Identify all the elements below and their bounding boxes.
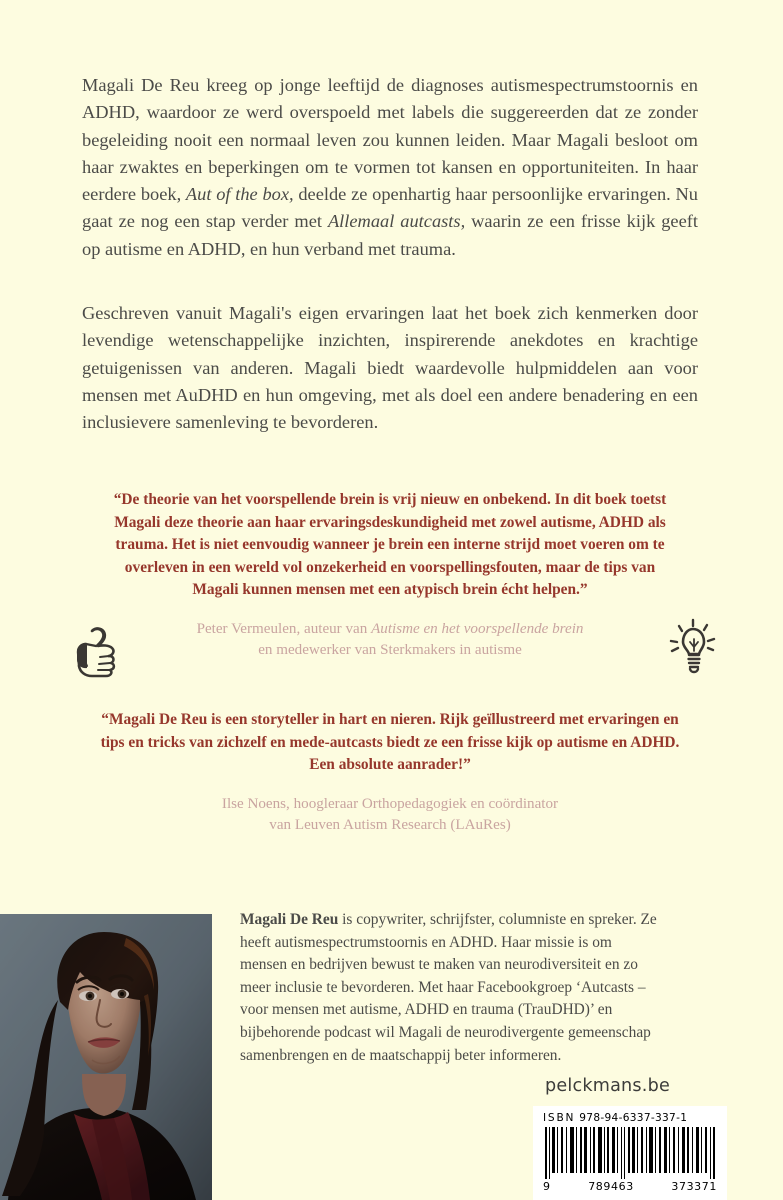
author-bio [240,909,660,1067]
thumbs-up-icon [72,622,124,684]
barcode-digit-group-1: 789463 [588,1180,634,1193]
testimonial-attribution [82,619,698,662]
blurb-p1-segment-3: waarin ze een frisse kijk geeft op autisme en ADHD, en hun verband met trauma. [82,211,698,259]
barcode-digit-group-2: 373371 [671,1180,717,1193]
barcode-digit-check: 9 [543,1180,551,1193]
barcode-digits [543,1180,717,1193]
barcode-bars [543,1127,717,1179]
attribution-role-1: en medewerker van Sterkmakers in autisme [258,642,522,659]
attribution-name-2: Ilse Noens, hoogleraar Orthopedagogiek en coördinator [221,795,559,812]
testimonial-quote-text-2: “Magali De Reu is een storyteller in hart en nieren. Rijk geïllustreerd met ervaringen en tips en tricks van zichzelf en mede-autcasts biedt ze een frisse kijk op autisme en ADHD. Een absolute aanrader!” [100,711,680,774]
isbn-line [543,1112,717,1124]
blurb-paragraph-2: Geschreven vanuit Magali's eigen ervaringen laat het boek zich kenmerken door levendige wetenschappelijke inzichten, inspirerende anekdotes en krachtige getuigenissen van anderen. Magali biedt waardevolle hulpmiddelen aan voor mensen met AuDHD en hun omgeving, met als doel een andere benadering en een inclusievere samenleving te bevorderen. [82,303,698,433]
author-bio-text: is copywriter, schrijfster, columniste en spreker. Ze heeft autismespectrumstoornis en ADHD. Haar missie is om mensen en bedrijven bewust te maken van neurodiversiteit en zo meer inclusie te bevorderen. Met haar Facebookgroep ‘Autcasts – voor mensen met autisme, ADHD en trauma (TrauDHD)’ en bijbehorende podcast wil Magali de neurodivergente gemeenschap samenbrengen en de maatschappij beter informeren. [240,911,657,1064]
book-title-aut-of-the-box: Aut of the box, [185,184,294,205]
blurb-p1-segment-1: Magali De Reu kreeg op jonge leeftijd de diagnoses autismespectrumstoornis en ADHD, waardoor ze werd overspoeld met labels die suggereerden dat ze zonder begeleiding nooit een normaal leven zou kunnen leiden. Maar Magali besloot om haar zwaktes en beperkingen om te vormen tot kansen en opportuniteiten. In haar eerdere boek, [82,75,698,205]
book-title-allemaal-autcasts: Allemaal autcasts, [327,211,466,232]
author-bio-name: Magali De Reu [240,911,339,928]
lightbulb-icon [665,617,717,679]
isbn-barcode [533,1106,727,1200]
blurb-paragraph-1 [82,72,698,263]
isbn-label: ISBN [543,1112,576,1124]
attribution-role-2: van Leuven Autism Research (LAuRes) [269,817,511,834]
testimonial-quote-text: “De theorie van het voorspellende brein is vrij nieuw en onbekend. In dit boek toetst Magali deze theorie aan haar ervaringsdeskundigheid met zowel autisme, ADHD als trauma. Het is niet eenvoudig wanneer je brein een interne strijd moet voeren om te overleven in een wereld vol onzekerheid en voorspellingsfouten, maar de tips van Magali kunnen mensen met een atypisch brein écht helpen.” [113,491,667,599]
testimonial-block-peter-vermeulen [82,489,698,662]
isbn-number: 978-94-6337-337-1 [579,1112,688,1124]
testimonial-attribution-2 [82,794,698,837]
publisher-website-link[interactable]: pelckmans.be [545,1076,670,1096]
testimonial-block-ilse-noens [82,709,698,837]
author-portrait-photo [0,914,212,1200]
attribution-book-title-1: Autisme en het voorspellende brein [371,620,584,637]
blurb-p1-segment-2: deelde ze openhartig haar persoonlijke ervaringen. Nu gaat ze nog een stap verder met [82,184,698,232]
attribution-name-1: Peter Vermeulen, auteur van [196,620,372,637]
